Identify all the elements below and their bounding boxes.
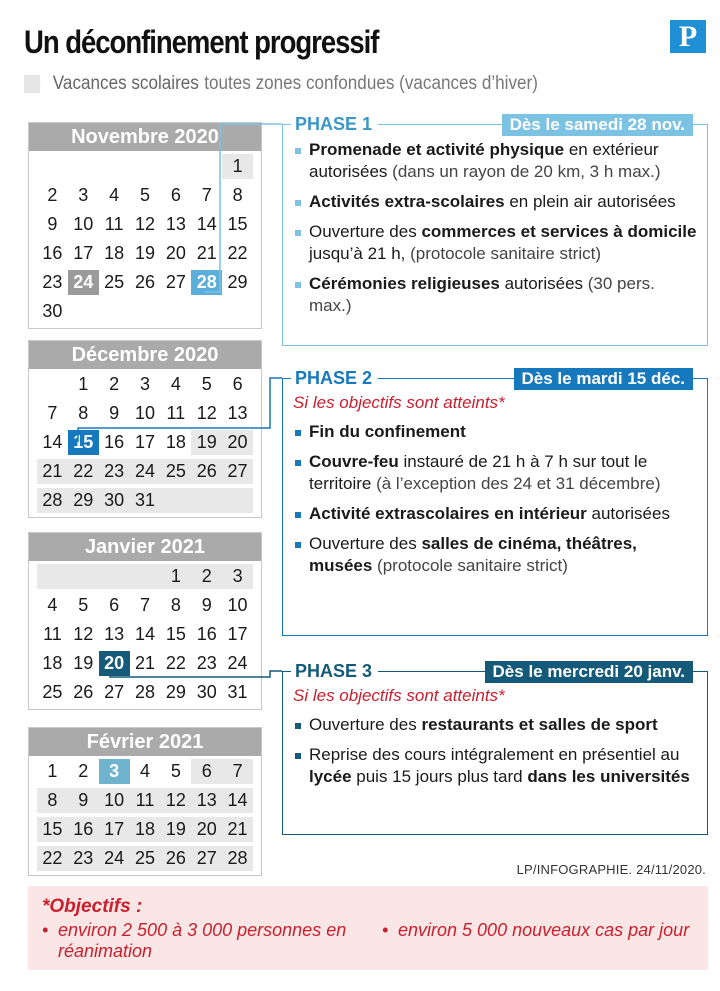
calendar-empty-cell: [130, 564, 161, 589]
phase-item: [293, 744, 699, 788]
calendar-day: 17: [99, 817, 130, 842]
calendar-day: 28: [222, 846, 253, 871]
calendar-day: 26: [160, 846, 191, 871]
calendar-day: 30: [196, 682, 217, 702]
calendar-day: 7: [47, 403, 58, 423]
calendar-day: 27: [165, 272, 186, 292]
calendar-day: 3: [139, 374, 150, 394]
calendar-day: 11: [130, 788, 161, 813]
le-parisien-logo: P: [670, 20, 706, 53]
phase-item-bold: restaurants et salles de sport: [421, 715, 658, 734]
calendar-day: 4: [47, 595, 58, 615]
calendar-day: 19: [191, 430, 222, 455]
calendar-day: 22: [37, 846, 68, 871]
calendar-day: 29: [227, 272, 248, 292]
phase-item-text: Ouverture des: [309, 534, 422, 553]
calendar-day: 11: [104, 214, 124, 234]
calendar-day: 17: [227, 624, 248, 644]
phase-item-bold: lycée: [309, 767, 352, 786]
phase-item: [293, 714, 699, 736]
calendar-day: 20: [222, 430, 253, 455]
calendar-december: [28, 340, 262, 518]
calendar-day: 19: [134, 243, 155, 263]
calendar-grid: [29, 561, 261, 709]
calendar-empty-cell: [99, 564, 130, 589]
phase-items: [283, 125, 707, 317]
calendar-day: 3: [78, 185, 89, 205]
calendar-day: 26: [73, 682, 94, 702]
calendar-day: 5: [78, 595, 89, 615]
calendar-empty-cell: [99, 154, 130, 179]
phase-item: [293, 139, 699, 183]
objective-item: • environ 5 000 nouveaux cas par jour: [382, 920, 689, 962]
calendar-title: Janvier 2021: [29, 533, 261, 561]
calendar-empty-cell: [37, 372, 68, 397]
calendar-day: 24: [99, 846, 130, 871]
phase-label: PHASE 2: [291, 368, 378, 388]
calendar-day: 23: [68, 846, 99, 871]
calendar-title: Décembre 2020: [29, 341, 261, 369]
calendar-day: 12: [160, 788, 191, 813]
calendar-day: 21: [196, 243, 217, 263]
phase-item-bold: Couvre-feu: [309, 452, 399, 471]
calendar-day: 27: [222, 459, 253, 484]
calendar-day: 12: [134, 214, 155, 234]
phase-1-box: [282, 114, 708, 346]
phase-item-text: (protocole sanitaire strict): [372, 556, 568, 575]
calendar-day: 14: [222, 788, 253, 813]
calendar-day: 24: [227, 653, 248, 673]
page-title: Un déconfinement progressif: [24, 24, 379, 60]
calendar-day: 16: [68, 817, 99, 842]
calendar-day: 25: [160, 459, 191, 484]
phase-item: [293, 273, 699, 317]
calendar-day: 9: [201, 595, 212, 615]
phase-items: [283, 714, 707, 788]
phase-item: [293, 191, 699, 213]
phase-item-text: puis 15 jours plus tard: [351, 767, 528, 786]
phase-item-text: en extérieur autorisées: [309, 140, 659, 181]
calendar-day: 3: [222, 564, 253, 589]
phase-item-bold: Activités extra-scolaires: [309, 192, 505, 211]
objectives-title: *Objectifs :: [42, 896, 143, 917]
calendar-grid: [29, 756, 261, 875]
calendar-day: 5: [201, 374, 212, 394]
phase-item: [293, 221, 699, 265]
calendar-day: 13: [227, 403, 248, 423]
calendar-day: 29: [68, 488, 99, 513]
calendar-day: 16: [196, 624, 217, 644]
calendar-day: 9: [109, 403, 120, 423]
phase-item: [293, 451, 699, 495]
calendar-day: 8: [37, 788, 68, 813]
calendar-january: [28, 532, 262, 710]
calendar-day: 31: [227, 682, 248, 702]
calendar-day: 24: [68, 270, 99, 295]
phase-item-text: autorisées: [499, 274, 588, 293]
calendar-day: 31: [130, 488, 161, 513]
phase-item-text: autorisées: [586, 504, 670, 523]
calendar-day: 12: [196, 403, 217, 423]
calendar-day: 15: [165, 624, 186, 644]
calendar-day: 6: [191, 759, 222, 784]
phase-item-text: jusqu’à 21 h,: [309, 244, 411, 263]
calendar-day: 20: [165, 243, 186, 263]
phase-item-bold: Promenade et activité physique: [309, 140, 565, 159]
calendar-day: 9: [47, 214, 58, 234]
calendar-empty-cell: [191, 154, 222, 179]
phase-item-bold: Fin du confinement: [309, 422, 466, 441]
calendar-day: 13: [104, 624, 125, 644]
calendar-day: 8: [170, 595, 181, 615]
calendar-day: 10: [227, 595, 248, 615]
calendar-day: 20: [99, 651, 130, 676]
calendar-empty-cell: [37, 154, 68, 179]
calendar-day: 8: [232, 185, 243, 205]
calendar-day: 26: [134, 272, 155, 292]
phase-date-badge: Dès le samedi 28 nov.: [502, 114, 693, 136]
calendar-day: 2: [47, 185, 58, 205]
credit-line: LP/INFOGRAPHIE. 24/11/2020.: [516, 862, 706, 877]
calendar-day: 14: [196, 214, 217, 234]
calendar-day: 6: [232, 374, 243, 394]
calendar-title: Novembre 2020: [29, 123, 261, 151]
vacation-swatch: [24, 75, 40, 93]
calendar-day: 11: [43, 624, 62, 644]
phase-item-text: en plein air autorisées: [504, 192, 676, 211]
phase-condition: Si les objectifs sont atteints*: [293, 393, 505, 412]
calendar-day: 28: [37, 488, 68, 513]
calendar-day: 14: [134, 624, 155, 644]
calendar-day: 13: [191, 788, 222, 813]
calendar-day: 1: [160, 564, 191, 589]
calendar-day: 22: [68, 459, 99, 484]
phase-item-bold: Cérémonies religieuses: [309, 274, 500, 293]
calendar-day: 5: [170, 761, 181, 781]
calendar-day: 6: [109, 595, 120, 615]
calendar-day: 19: [73, 653, 94, 673]
calendar-day: 1: [222, 154, 253, 179]
calendar-day: 7: [201, 185, 212, 205]
calendar-day: 27: [104, 682, 125, 702]
phase-items: [283, 421, 707, 577]
calendar-grid: [29, 369, 261, 517]
calendar-day: 7: [222, 759, 253, 784]
calendar-day: 2: [191, 564, 222, 589]
calendar-day: 10: [134, 403, 155, 423]
calendar-empty-cell: [68, 154, 99, 179]
calendar-day: 14: [42, 432, 63, 452]
phase-item-text: (dans un rayon de 20 km, 3 h max.): [392, 162, 661, 181]
calendar-day: 17: [73, 243, 94, 263]
phase-item-text: Reprise des cours intégralement en présentiel au: [309, 745, 680, 764]
calendar-empty-cell: [130, 154, 161, 179]
calendar-november: [28, 122, 262, 329]
phase-item-bold: commerces et services à domicile: [421, 222, 697, 241]
calendar-day: 21: [134, 653, 155, 673]
calendar-empty-cell: [68, 564, 99, 589]
calendar-day: 12: [73, 624, 94, 644]
calendar-day: 11: [166, 403, 186, 423]
phase-item-text: Ouverture des: [309, 222, 422, 241]
objectives-box: [28, 886, 708, 970]
phase-3-box: [282, 661, 708, 835]
phase-date-badge: Dès le mercredi 20 janv.: [485, 661, 693, 683]
calendar-day: 15: [68, 430, 99, 455]
phase-item-text: (protocole sanitaire strict): [410, 244, 601, 263]
calendar-day: 7: [139, 595, 150, 615]
calendar-day: 25: [130, 846, 161, 871]
calendar-empty-cell: [222, 488, 253, 513]
calendar-day: 25: [42, 682, 63, 702]
calendar-grid: [29, 151, 261, 328]
phase-item-text: instauré de 21 h à 7 h sur tout le territoire: [309, 452, 648, 493]
calendar-day: 17: [134, 432, 155, 452]
calendar-day: 3: [99, 759, 130, 784]
calendar-day: 2: [78, 761, 89, 781]
calendar-day: 4: [139, 761, 150, 781]
calendar-day: 10: [73, 214, 94, 234]
calendar-day: 30: [42, 301, 63, 321]
calendar-day: 29: [165, 682, 186, 702]
phase-item-text: (30 pers. max.): [309, 274, 655, 315]
legend-text: toutes zones confondues (vacances d’hiver): [204, 73, 538, 94]
calendar-day: 18: [104, 243, 125, 263]
calendar-empty-cell: [160, 154, 191, 179]
calendar-day: 20: [191, 817, 222, 842]
calendar-day: 16: [42, 243, 63, 263]
phase-label: PHASE 3: [291, 661, 378, 681]
phase-date-badge: Dès le mardi 15 déc.: [514, 368, 693, 390]
calendar-day: 15: [227, 214, 248, 234]
calendar-day: 22: [165, 653, 186, 673]
calendar-day: 6: [170, 185, 181, 205]
calendar-day: 10: [99, 788, 130, 813]
phase-item-bold: dans les universités: [527, 767, 690, 786]
calendar-day: 21: [222, 817, 253, 842]
calendar-day: 28: [191, 270, 222, 295]
calendar-day: 8: [78, 403, 89, 423]
phase-condition: Si les objectifs sont atteints*: [293, 686, 505, 705]
objective-item: • environ 2 500 à 3 000 personnes en réanimation: [42, 920, 358, 962]
calendar-day: 21: [37, 459, 68, 484]
legend: [24, 72, 538, 96]
phase-2-box: [282, 368, 708, 636]
phase-item-bold: salles de cinéma, théâtres, musées: [309, 534, 637, 575]
phase-item-text: (à l’exception des 24 et 31 décembre): [376, 474, 661, 493]
phase-item: [293, 503, 699, 525]
phase-label: PHASE 1: [291, 114, 378, 134]
calendar-empty-cell: [191, 488, 222, 513]
phase-item: [293, 421, 699, 443]
calendar-empty-cell: [37, 564, 68, 589]
calendar-day: 27: [191, 846, 222, 871]
calendar-day: 1: [47, 761, 58, 781]
calendar-day: 18: [42, 653, 63, 673]
phase-item: [293, 533, 699, 577]
calendar-day: 4: [109, 185, 120, 205]
phase-item-text: Ouverture des: [309, 715, 422, 734]
calendar-day: 13: [165, 214, 186, 234]
calendar-day: 24: [130, 459, 161, 484]
calendar-day: 2: [109, 374, 120, 394]
calendar-february: [28, 727, 262, 876]
calendar-day: 23: [196, 653, 217, 673]
calendar-day: 28: [134, 682, 155, 702]
calendar-day: 18: [165, 432, 186, 452]
calendar-day: 15: [37, 817, 68, 842]
calendar-day: 5: [139, 185, 150, 205]
phase-item-bold: Activité extrascolaires en intérieur: [309, 504, 587, 523]
calendar-day: 23: [99, 459, 130, 484]
calendar-title: Février 2021: [29, 728, 261, 756]
calendar-day: 25: [104, 272, 125, 292]
calendar-day: 23: [42, 272, 63, 292]
legend-bold: Vacances scolaires: [52, 73, 199, 94]
calendar-day: 16: [104, 432, 125, 452]
calendar-day: 22: [227, 243, 248, 263]
calendar-empty-cell: [160, 488, 191, 513]
calendar-day: 1: [78, 374, 89, 394]
calendar-day: 9: [68, 788, 99, 813]
calendar-day: 26: [191, 459, 222, 484]
calendar-day: 30: [99, 488, 130, 513]
calendar-day: 4: [170, 374, 181, 394]
calendar-day: 19: [160, 817, 191, 842]
calendar-day: 18: [130, 817, 161, 842]
